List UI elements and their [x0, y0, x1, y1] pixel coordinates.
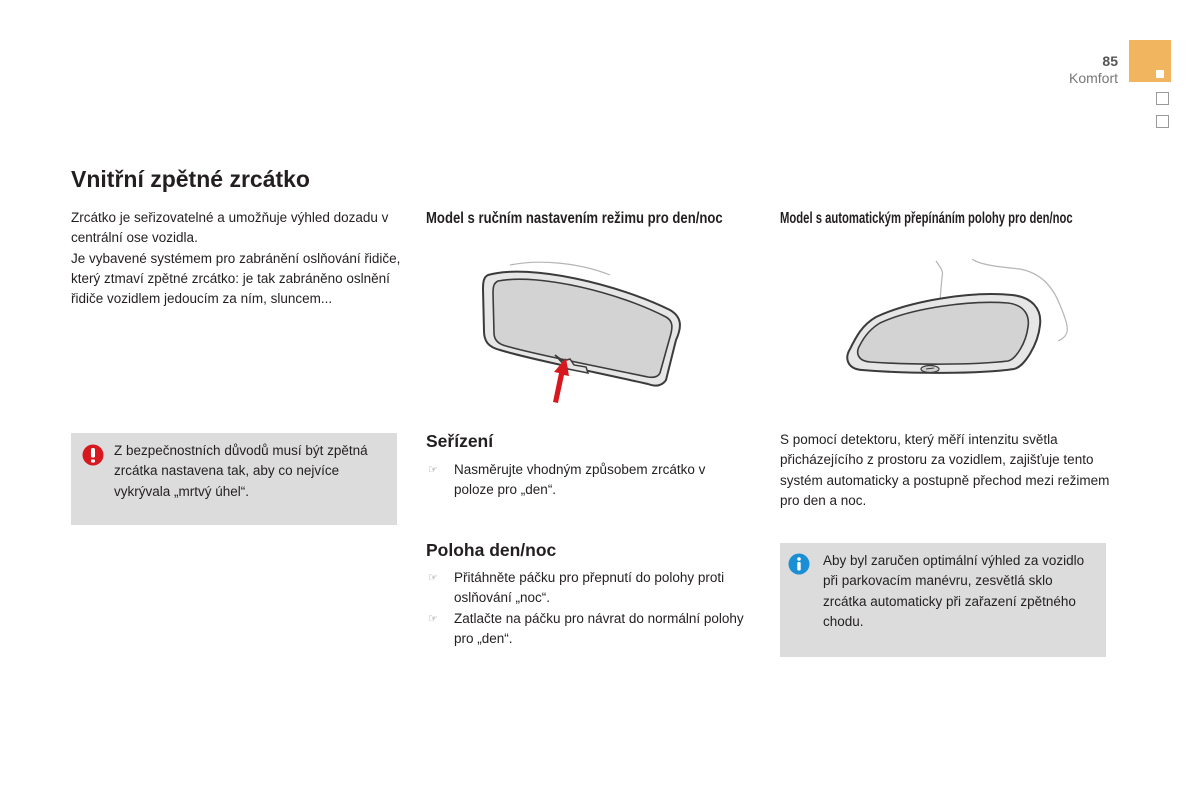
bullet-hand-icon: ☞: [428, 612, 438, 625]
manual-model-title: Model s ručním nastavením režimu pro den/noc: [426, 210, 723, 227]
auto-mirror-figure: [840, 255, 1080, 385]
section-tab-active: [1129, 40, 1171, 82]
page-title: Vnitřní zpětné zrcátko: [71, 166, 310, 192]
tab-marker: [1156, 70, 1164, 78]
intro-paragraph: Je vybavené systémem pro zabránění oslňování řidiče, který ztmaví zpětné zrcátko: je tak zabráněno oslnění řidiče vozidlem jedoucím za ním, sluncem...: [71, 250, 401, 307]
auto-model-title: Model s automatickým přepínáním polohy pro den/noc: [780, 210, 1073, 227]
daynight-list: [426, 568, 746, 649]
manual-mirror-figure: [470, 255, 690, 405]
list-item-text: Nasměrujte vhodným způsobem zrcátko v poloze pro „den“.: [454, 462, 706, 498]
list-item: [426, 568, 746, 609]
section-name: Komfort: [1068, 70, 1118, 86]
intro-text: [71, 208, 401, 309]
auto-description: S pomocí detektoru, který měří intenzitu světla přicházejícího z prostoru za vozidlem, zajišťuje tento systém automaticky a postupně přechod mezi režimem pro den a noc.: [780, 432, 1110, 508]
bullet-hand-icon: ☞: [428, 572, 438, 584]
adjust-heading: Seřízení: [426, 431, 494, 451]
warning-text: Z bezpečnostních důvodů musí být zpětná zrcátka nastavena tak, aby co nejvíce vykrývala „mrtvý úhel“.: [114, 443, 368, 499]
section-tab: [1156, 92, 1169, 105]
list-item-text: Přitáhněte páčku pro přepnutí do polohy proti oslňování „noc“.: [454, 570, 725, 606]
info-text: Aby byl zaručen optimální výhled za vozidlo při parkovacím manévru, zesvětlá sklo zrcátka automaticky při zařazení zpětného chodu.: [823, 553, 1085, 629]
intro-paragraph: Zrcátko je seřizovatelné a umožňuje výhled dozadu v centrální ose vozidla.: [71, 210, 389, 246]
list-item: [426, 609, 746, 650]
exclamation-icon: [82, 444, 104, 466]
list-item: [426, 460, 746, 501]
adjust-list: [426, 460, 746, 501]
daynight-heading: Poloha den/noc: [426, 540, 557, 560]
lever-arrow: [553, 358, 569, 403]
list-item-text: Zatlačte na páčku pro návrat do normální polohy pro „den“.: [454, 610, 744, 646]
page-number: 85: [1102, 53, 1118, 69]
section-tab: [1156, 115, 1169, 128]
info-icon: [788, 553, 810, 575]
bullet-hand-icon: ☞: [428, 464, 438, 476]
